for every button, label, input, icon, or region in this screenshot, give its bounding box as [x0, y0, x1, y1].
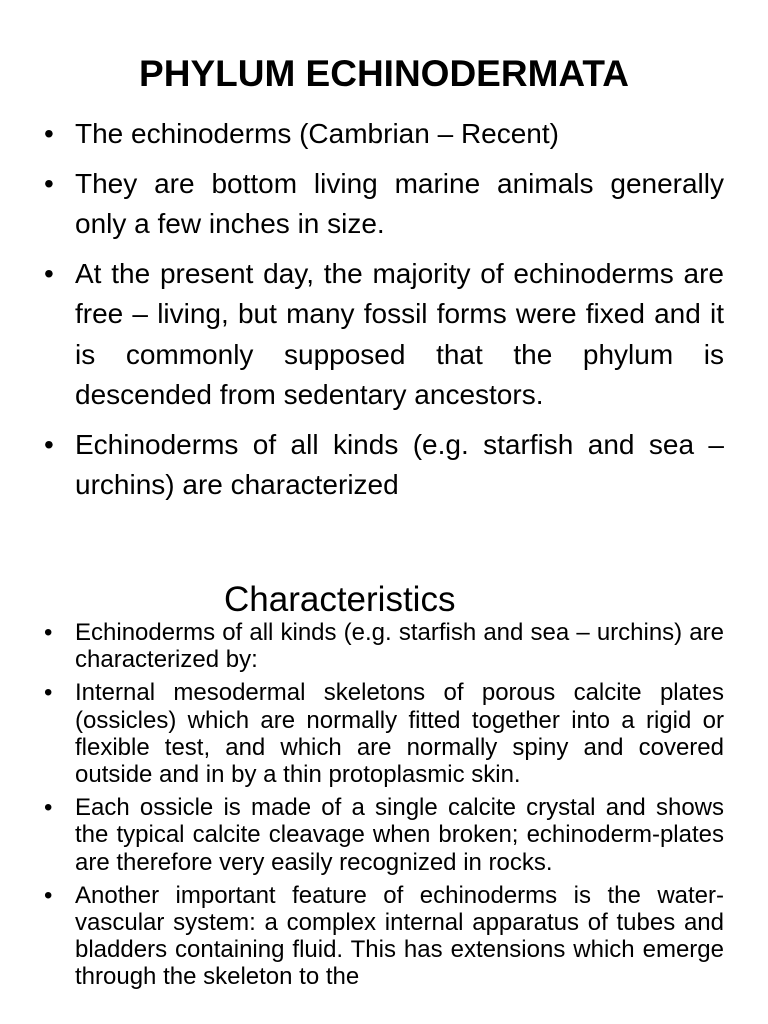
intro-bullet: • At the present day, the majority of echinoderms are free – living, but many fossil forms were fixed and it is commonly supposed that the phylum is descended from sedentary ancestors. [44, 254, 724, 416]
intro-bullet: • They are bottom living marine animals generally only a few inches in size. [44, 164, 724, 245]
characteristics-bullet-list [44, 619, 724, 997]
page-title: PHYLUM ECHINODERMATA [139, 53, 629, 94]
intro-bullet: • The echinoderms (Cambrian – Recent) [44, 114, 724, 155]
intro-bullet-list [44, 114, 724, 515]
characteristic-bullet: • Another important feature of echinoderms is the water- vascular system: a complex internal apparatus of tubes and bladders containing fluid. This has extensions which emerge through the skeleton to the [44, 882, 724, 991]
characteristic-bullet: • Echinoderms of all kinds (e.g. starfish and sea – urchins) are characterized by: [44, 619, 724, 673]
characteristics-heading: Characteristics [224, 580, 456, 619]
characteristic-bullet: • Each ossicle is made of a single calcite crystal and shows the typical calcite cleavage when broken; echinoderm-plates are therefore very easily recognized in rocks. [44, 794, 724, 876]
characteristic-bullet: • Internal mesodermal skeletons of porous calcite plates (ossicles) which are normally fitted together into a rigid or flexible test, and which are normally spiny and covered outside and in by a thin protoplasmic skin. [44, 679, 724, 788]
intro-bullet: • Echinoderms of all kinds (e.g. starfish and sea – urchins) are characterized [44, 425, 724, 506]
